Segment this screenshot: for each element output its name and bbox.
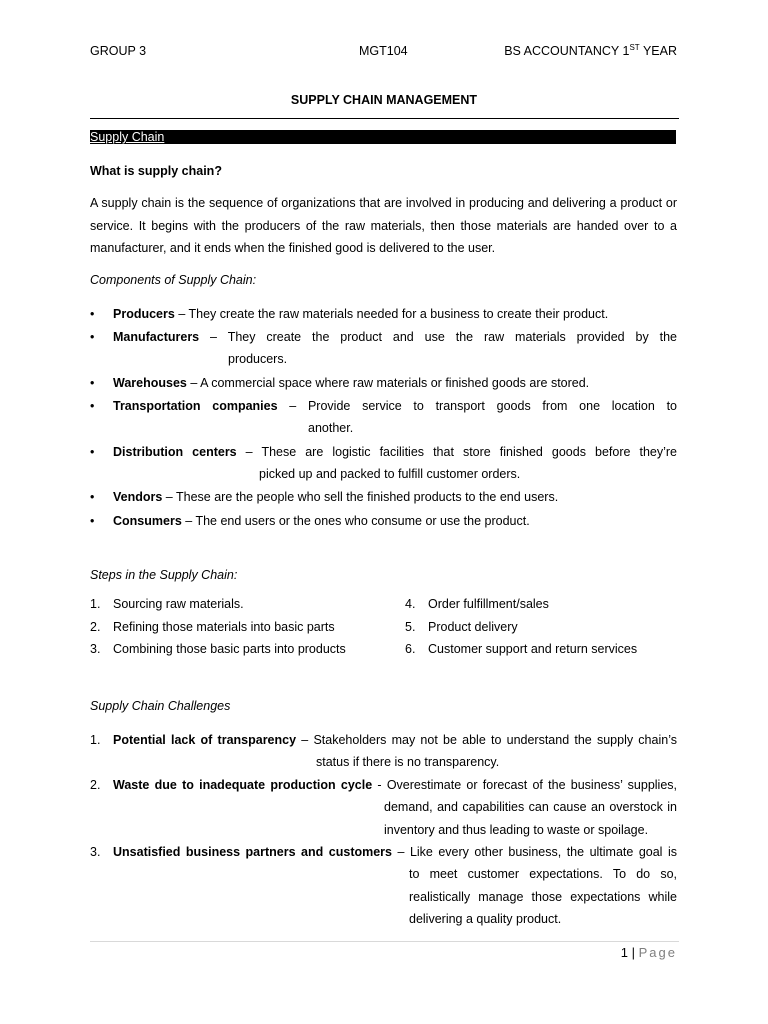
challenge-sep: – <box>296 733 314 747</box>
component-desc: These are the people who sell the finished products to the end users. <box>176 490 559 504</box>
page-number: 1 <box>620 945 629 960</box>
bullet-icon: • <box>90 330 95 344</box>
component-term: Producers <box>113 307 175 321</box>
component-desc: They create the raw materials needed for a business to create their product. <box>188 307 609 321</box>
component-desc: The end users or the ones who consume or use the product. <box>195 514 530 528</box>
challenge-cont: demand, and capabilities can cause an overstock in inventory and thus leading to waste or spoilage. <box>384 800 677 837</box>
section-bar-label: Supply Chain <box>90 130 165 144</box>
challenges-heading: Supply Chain Challenges <box>90 699 231 713</box>
step-num: 2. <box>90 620 101 634</box>
header-program-tail: YEAR <box>639 44 677 58</box>
component-sep: – <box>181 514 196 528</box>
component-sep: – <box>236 445 262 459</box>
challenge-num: 2. <box>90 778 101 792</box>
step-num: 6. <box>405 642 416 656</box>
challenge-sep: – <box>392 845 410 859</box>
components-heading: Components of Supply Chain: <box>90 273 257 287</box>
component-term: Vendors <box>113 490 163 504</box>
component-sep: – <box>199 330 228 344</box>
header-program-sup: ST <box>629 42 640 52</box>
step-text: Combining those basic parts into products <box>113 642 346 656</box>
component-sep: – <box>186 376 201 390</box>
component-cont: another. <box>308 421 354 435</box>
header-program <box>504 44 677 58</box>
component-desc: These are logistic facilities that store finished goods before they’re <box>261 445 677 459</box>
component-cont: picked up and packed to fulfill customer orders. <box>259 467 521 481</box>
header-course: MGT104 <box>359 44 408 58</box>
component-term: Warehouses <box>113 376 187 390</box>
footer-sep: | <box>628 945 639 960</box>
steps-heading: Steps in the Supply Chain: <box>90 568 238 582</box>
component-desc: Provide service to transport goods from one location to <box>307 399 677 413</box>
question-heading: What is supply chain? <box>90 164 222 178</box>
step-text: Product delivery <box>428 620 518 634</box>
component-term: Transportation companies <box>113 399 278 413</box>
page-title: SUPPLY CHAIN MANAGEMENT <box>290 93 478 107</box>
component-term: Distribution centers <box>113 445 237 459</box>
step-num: 5. <box>405 620 416 634</box>
bullet-icon: • <box>90 445 95 459</box>
component-term: Consumers <box>113 514 182 528</box>
challenge-cont: status if there is no transparency. <box>316 755 500 769</box>
component-term: Manufacturers <box>113 330 200 344</box>
bullet-icon: • <box>90 376 95 390</box>
step-text: Sourcing raw materials. <box>113 597 244 611</box>
component-cont: producers. <box>228 352 288 366</box>
challenge-sep: - <box>372 778 387 792</box>
step-text: Order fulfillment/sales <box>428 597 549 611</box>
challenge-desc: Like every other business, the ultimate goal is <box>409 845 677 859</box>
step-num: 3. <box>90 642 101 656</box>
challenge-num: 3. <box>90 845 101 859</box>
title-divider <box>90 118 679 119</box>
challenge-term: Waste due to inadequate production cycle <box>113 778 373 792</box>
footer-divider <box>90 941 679 942</box>
step-text: Customer support and return services <box>428 642 638 656</box>
challenge-cont: to meet customer expectations. To do so, realistically manage those expectations while delivering a quality product. <box>409 867 677 926</box>
header-group: GROUP 3 <box>90 44 147 58</box>
component-sep: – <box>277 399 308 413</box>
component-sep: – <box>162 490 176 504</box>
component-desc: They create the product and use the raw materials provided by the <box>227 330 677 344</box>
challenge-desc: Stakeholders may not be able to understand the supply chain’s <box>313 733 677 747</box>
page-label: Page <box>638 945 677 960</box>
page-footer <box>621 945 677 960</box>
challenge-desc: Overestimate or forecast of the business’ supplies, <box>386 778 678 792</box>
section-bar <box>90 130 676 144</box>
challenge-term: Unsatisfied business partners and customers <box>113 845 392 859</box>
bullet-icon: • <box>90 399 95 413</box>
challenge-num: 1. <box>90 733 101 747</box>
step-text: Refining those materials into basic parts <box>113 620 335 634</box>
challenge-term: Potential lack of transparency <box>113 733 297 747</box>
header-program-main: BS ACCOUNTANCY 1 <box>504 44 630 58</box>
step-num: 4. <box>405 597 416 611</box>
step-num: 1. <box>90 597 101 611</box>
bullet-icon: • <box>90 490 95 504</box>
definition-paragraph: A supply chain is the sequence of organizations that are involved in producing and delivering a product or service. It begins with the producers of the raw materials, then those materials are handed over to a manufacturer, and it ends when the finished good is delivered to the user. <box>90 196 677 255</box>
component-sep: – <box>174 307 189 321</box>
bullet-icon: • <box>90 514 95 528</box>
bullet-icon: • <box>90 307 95 321</box>
component-desc: A commercial space where raw materials or finished goods are stored. <box>200 376 590 390</box>
